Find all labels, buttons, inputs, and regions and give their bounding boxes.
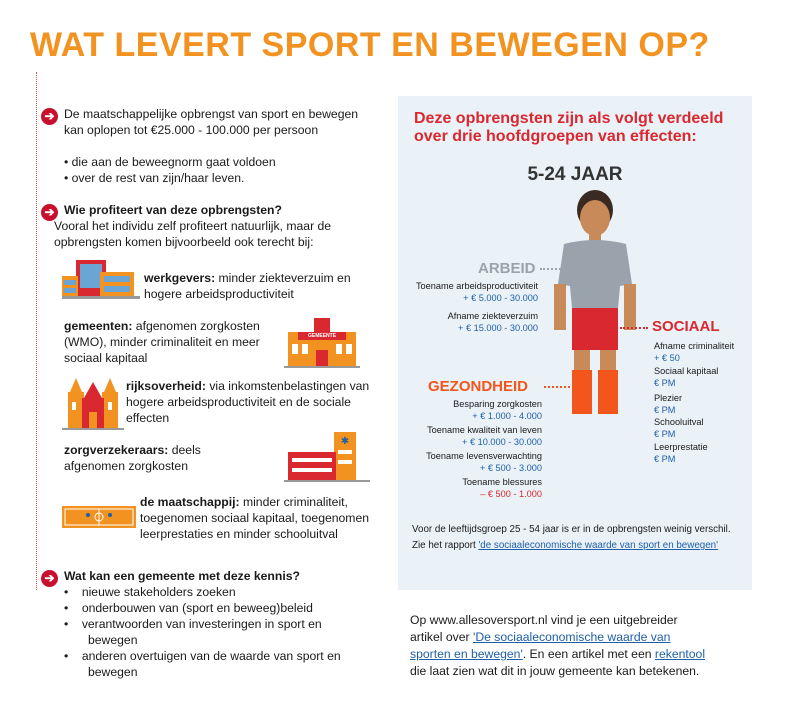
rijksoverheid-text: rijksoverheid: via inkomstenbelastingen van hogere arbeidsproductiviteit en de sociale effecten bbox=[126, 379, 370, 425]
section1-bullet: • die aan de beweegnorm gaat voldoen bbox=[64, 155, 276, 169]
article-link[interactable]: 'De sociaaleconomische waarde van sporten en bewegen' bbox=[410, 630, 671, 661]
section3-bullet: • verantwoorden van investeringen in sport en bewegen bbox=[64, 617, 322, 647]
report-link[interactable]: 'de sociaaleconomische waarde van sport en bewegen' bbox=[478, 540, 718, 551]
arrow-right-icon: ➔ bbox=[41, 204, 58, 221]
age-group: 5-24 JAAR bbox=[527, 164, 623, 185]
rekentool-link[interactable]: rekentool bbox=[654, 647, 706, 661]
hospital-icon bbox=[284, 432, 370, 482]
werkgevers-text: werkgevers: minder ziekteverzuim en hogere arbeidsproductiviteit bbox=[144, 271, 351, 301]
sociaal-item: Schooluitval € PM bbox=[654, 417, 704, 440]
section2-heading: Wie profiteert van deze opbrengsten? bbox=[64, 203, 282, 217]
sports-field-icon bbox=[62, 506, 136, 528]
sociaal-label: SOCIAAL bbox=[652, 318, 720, 335]
svg-text:✱: ✱ bbox=[340, 436, 350, 447]
gezondheid-item: Besparing zorgkosten + € 1.000 - 4.000 bbox=[453, 399, 542, 422]
panel-title: Deze opbrengsten zijn als volgt verdeeld over drie hoofdgroepen van effecten: bbox=[414, 110, 724, 145]
sociaal-item: Plezier € PM bbox=[654, 393, 683, 416]
connector bbox=[540, 268, 564, 270]
sociaal-item: Sociaal kapitaal € PM bbox=[654, 366, 719, 389]
arrow-right-icon: ➔ bbox=[41, 108, 58, 125]
page-title: WAT LEVERT SPORT EN BEWEGEN OP? bbox=[30, 26, 710, 64]
more-info-text: Op www.allesoversport.nl vind je een uitgebreider artikel over 'De sociaaleconomische waarde van sporten en bewegen'. En een artikel met een rekentool die laat zien wat dit in jouw gemeente kan betekenen. bbox=[410, 613, 706, 678]
section3-heading: Wat kan een gemeente met deze kennis? bbox=[64, 569, 300, 583]
arrow-right-icon: ➔ bbox=[41, 570, 58, 587]
sociaal-item: Leerprestatie € PM bbox=[654, 442, 708, 465]
townhall-icon bbox=[284, 318, 360, 368]
gemeenten-text: gemeenten: afgenomen zorgkosten (WMO), minder criminaliteit en meer sociaal kapitaal bbox=[64, 319, 260, 365]
section3-bullet: • anderen overtuigen van de waarde van sport en bewegen bbox=[64, 649, 341, 679]
zorgverzekeraars-text: zorgverzekeraars: deels afgenomen zorgkosten bbox=[64, 443, 201, 473]
section1-bullet: • over de rest van zijn/haar leven. bbox=[64, 171, 245, 185]
section3-bullet: • onderbouwen van (sport en beweeg)beleid bbox=[64, 601, 313, 615]
connector bbox=[620, 327, 648, 329]
arbeid-item: Afname ziekteverzuim + € 15.000 - 30.000 bbox=[447, 311, 538, 334]
connector bbox=[544, 386, 574, 388]
divider bbox=[36, 72, 37, 590]
section2-intro: Vooral het individu zelf profiteert natuurlijk, maar de opbrengsten komen bijvoorbeeld ook terecht bij: bbox=[54, 219, 332, 249]
gemeente-sign: GEMEENTE bbox=[307, 333, 337, 339]
panel-footer: Voor de leeftijdsgroep 25 - 54 jaar is er in de opbrengsten weinig verschil. Zie het rapport 'de sociaaleconomische waarde van sport en bewegen' bbox=[412, 524, 731, 551]
government-building-icon bbox=[62, 378, 124, 430]
sociaal-item: Afname criminaliteit + € 50 bbox=[654, 341, 735, 364]
maatschappij-text: de maatschappij: minder criminaliteit, toegenomen sociaal kapitaal, toegenomen leerprestaties en minder schooluitval bbox=[140, 495, 370, 541]
arbeid-label: ARBEID bbox=[478, 260, 536, 277]
gezondheid-item: Toename levensverwachting + € 500 - 3.000 bbox=[426, 451, 542, 474]
gezondheid-item: Toename blessures – € 500 - 1.000 bbox=[462, 477, 542, 500]
section3-bullet: • nieuwe stakeholders zoeken bbox=[64, 585, 236, 599]
gezondheid-label: GEZONDHEID bbox=[428, 378, 529, 395]
effects-panel bbox=[398, 96, 752, 590]
gezondheid-item: Toename kwaliteit van leven + € 10.000 - 30.000 bbox=[427, 425, 542, 448]
section1-text: De maatschappelijke opbrengst van sport en bewegen kan oplopen tot €25.000 - 100.000 per persoon bbox=[64, 107, 359, 137]
office-building-icon bbox=[62, 252, 140, 300]
arbeid-item: Toename arbeidsproductiviteit + € 5.000 - 30.000 bbox=[415, 281, 538, 304]
